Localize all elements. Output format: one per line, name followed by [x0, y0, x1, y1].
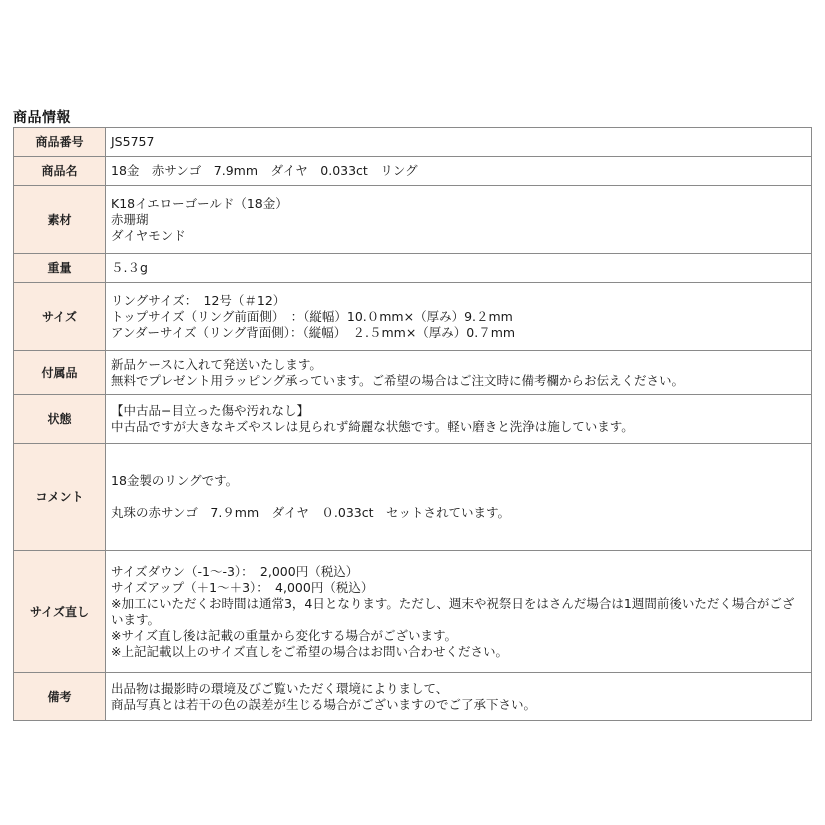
table-row-resize [14, 551, 812, 673]
accessories-line: 新品ケースに入れて発送いたします。 [111, 356, 322, 372]
table-row-size [14, 283, 812, 351]
table-row-product-name [14, 157, 812, 186]
material-line: 赤珊瑚 [111, 211, 149, 227]
value-accessories [106, 351, 812, 395]
table-row-condition [14, 395, 812, 444]
resize-line: サイズアップ（＋1〜＋3）： 4,000円（税込） [111, 579, 374, 595]
resize-line: ※上記記載以上のサイズ直しをご希望の場合はお問い合わせください。 [111, 643, 508, 659]
section-title: 商品情報 [13, 110, 71, 126]
label-material: 素材 [14, 186, 106, 254]
label-product-name: 商品名 [14, 157, 106, 186]
label-comment: コメント [14, 444, 106, 551]
value-resize [106, 551, 812, 673]
material-line: ダイヤモンド [111, 227, 186, 243]
label-notes: 備考 [14, 673, 106, 721]
value-condition [106, 395, 812, 444]
comment-line: 18金製のリングです。 [111, 473, 239, 488]
table-row-product-number [14, 128, 812, 157]
size-line: リングサイズ： 12号（＃12） [111, 292, 286, 308]
label-resize: サイズ直し [14, 551, 106, 673]
label-condition: 状態 [14, 395, 106, 444]
label-size: サイズ [14, 283, 106, 351]
table-row-accessories [14, 351, 812, 395]
value-product-name: 18金 赤サンゴ 7.9mm ダイヤ 0.033ct リング [106, 157, 812, 186]
product-info-table [13, 127, 812, 721]
label-accessories: 付属品 [14, 351, 106, 395]
value-size [106, 283, 812, 351]
label-product-number: 商品番号 [14, 128, 106, 157]
label-weight: 重量 [14, 254, 106, 283]
size-line: トップサイズ（リング前面側） ：（縦幅）10.０mm×（厚み）9.２mm [111, 308, 513, 324]
table-row-weight [14, 254, 812, 283]
notes-line: 出品物は撮影時の環境及びご覧いただく環境によりまして、 [111, 680, 449, 696]
value-weight: ５.３g [106, 254, 812, 283]
condition-line: 中古品ですが大きなキズやスレは見られず綺麗な状態です。軽い磨きと洗浄は施しています。 [111, 419, 634, 434]
comment-line: 丸珠の赤サンゴ 7.９mm ダイヤ ０.033ct セットされています。 [111, 505, 511, 520]
value-notes [106, 673, 812, 721]
table-row-notes [14, 673, 812, 721]
accessories-line: 無料でプレゼント用ラッピング承っています。ご希望の場合はご注文時に備考欄からお伝えください。 [111, 372, 685, 388]
resize-line: サイズダウン（-1〜-3）： 2,000円（税込） [111, 563, 359, 579]
table-row-material [14, 186, 812, 254]
material-line: K18イエローゴールド（18金） [111, 195, 288, 211]
resize-line: ※加工にいただくお時間は通常3，4日となります。ただし、週末や祝祭日をはさんだ場合は1週間前後いただく場合がございます。 [111, 595, 795, 627]
size-line: アンダーサイズ（リング背面側）：（縦幅） ２.５mm×（厚み）0.７mm [111, 324, 516, 340]
resize-line: ※サイズ直し後は記載の重量から変化する場合がございます。 [111, 627, 457, 643]
notes-line: 商品写真とは若干の色の誤差が生じる場合がございますのでご了承下さい。 [111, 696, 537, 712]
condition-line: 【中古品−目立った傷や汚れなし】 [111, 403, 309, 418]
value-comment [106, 444, 812, 551]
table-row-comment [14, 444, 812, 551]
value-material [106, 186, 812, 254]
value-product-number: JS5757 [106, 128, 812, 157]
comment-spacer [111, 489, 806, 505]
